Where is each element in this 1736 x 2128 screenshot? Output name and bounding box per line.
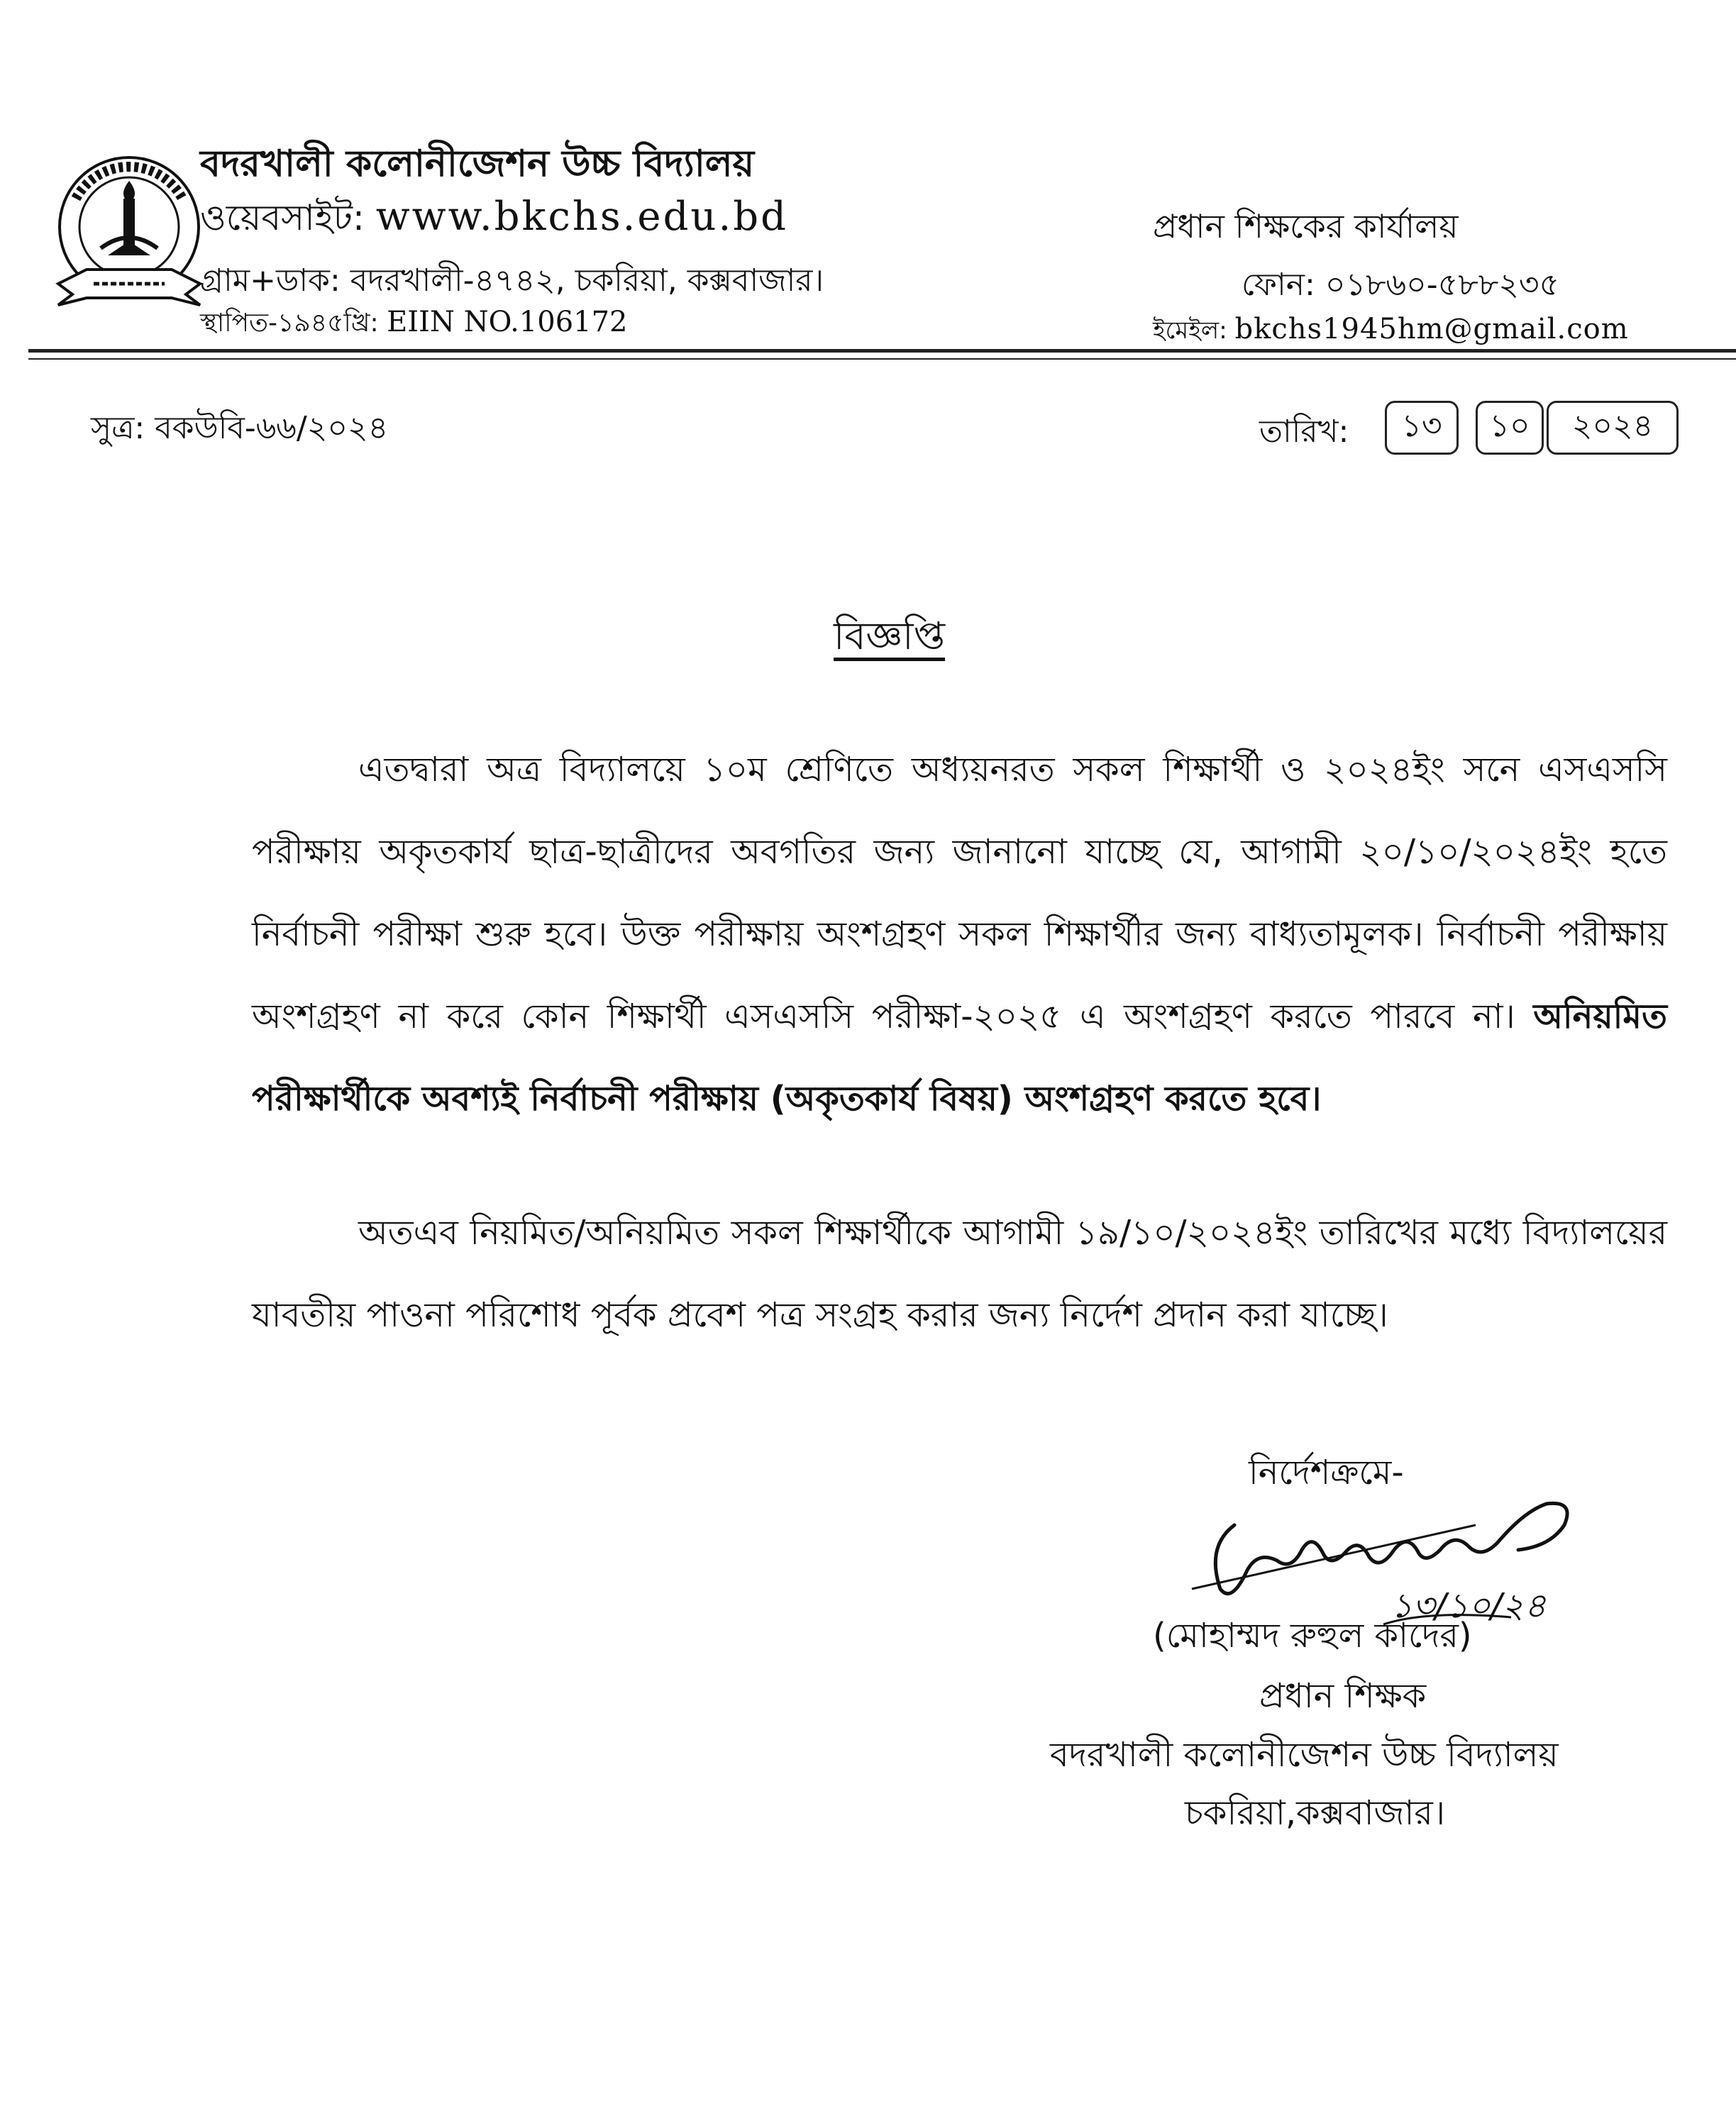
phone-number: ফোন: ০১৮৬০-৫৮৮২৩৫ [1242,267,1560,303]
school-address: গ্রাম+ডাক: বদরখালী-৪৭৪২, চকরিয়া, কক্সবাজার। [200,262,824,299]
email-row [1153,312,1629,353]
email-address[interactable]: bkchs1945hm@gmail.com [1234,313,1629,345]
notice-paragraph-1-text: এতদ্বারা অত্র বিদ্যালয়ে ১০ম শ্রেণিতে অধ্যয়নরত সকল শিক্ষার্থী ও ২০২৪ইং সনে এসএসসি পরীক্ষায় অকৃতকার্য ছাত্র-ছাত্রীদের অবগতির জন্য জানানো যাচ্ছে যে, আগামী ২০/১০/২০২৪ইং হতে নির্বাচনী পরীক্ষা শুরু হবে। উক্ত পরীক্ষায় অংশগ্রহণ সকল শিক্ষার্থীর জন্য বাধ্যতামূলক। নির্বাচনী পরীক্ষায় অংশগ্রহণ না করে কোন শিক্ষার্থী এসএসসি পরীক্ষা-২০২৫ এ অংশগ্রহণ করতে পারবে না। [252,750,1667,1036]
notice-paragraph-1-bold: অনিয়মিত পরীক্ষার্থীকে অবশ্যই নির্বাচনী পরীক্ষায় (অকৃতকার্য বিষয়) অংশগ্রহণ করতে হবে। [252,997,1667,1119]
notice-title: বিজ্ঞপ্তি [834,614,946,658]
website-url[interactable]: www.bkchs.edu.bd [375,194,788,240]
date-label: তারিখ: [1259,414,1349,450]
established-year: স্থাপিত-১৯৪৫খ্রি: [200,309,379,338]
school-name: বদরখালী কলোনীজেশন উচ্চ বিদ্যালয় [200,143,755,185]
reference-number: সুত্র: বকউবি-৬৬/২০২৪ [91,410,389,446]
header-divider-thick [28,349,1736,353]
date-month-box: ১০ [1476,401,1544,455]
signatory-title: প্রধান শিক্ষক [1259,1676,1427,1716]
notice-paragraph-1 [252,728,1667,1140]
email-label: ইমেইল: [1153,316,1227,345]
office-title: প্রধান শিক্ষকের কার্যালয় [1153,207,1459,245]
signatory-name: (মোহাম্মদ রুহুল কাদের) [1153,1616,1472,1656]
date-day-box: ১৩ [1385,401,1459,455]
eiin-number: EIIN NO.106172 [387,306,628,338]
date-year-box: ২০২৪ [1547,401,1679,455]
signatory-school: বদরখালী কলোনীজেশন উচ্চ বিদ্যালয় [1050,1735,1559,1775]
by-order-text: নির্দেশক্রমে- [1249,1453,1404,1492]
school-emblem-icon [44,149,214,326]
signature-date: ১৩/১০/২৪ [1391,1586,1547,1626]
notice-paragraph-2: অতএব নিয়মিত/অনিয়মিত সকল শিক্ষার্থীকে আগামী ১৯/১০/২০২৪ইং তারিখের মধ্যে বিদ্যালয়ের যাবতীয় পাওনা পরিশোধ পূর্বক প্রবেশ পত্র সংগ্রহ করার জন্য নির্দেশ প্রদান করা যাচ্ছে। [252,1213,1667,1335]
signatory-place: চকরিয়া,কক্সবাজার। [1185,1793,1445,1833]
header-divider-thin [28,358,1736,360]
website-row [200,192,788,250]
established-row [200,304,627,346]
website-label: ওয়েবসাইট: [200,197,365,238]
